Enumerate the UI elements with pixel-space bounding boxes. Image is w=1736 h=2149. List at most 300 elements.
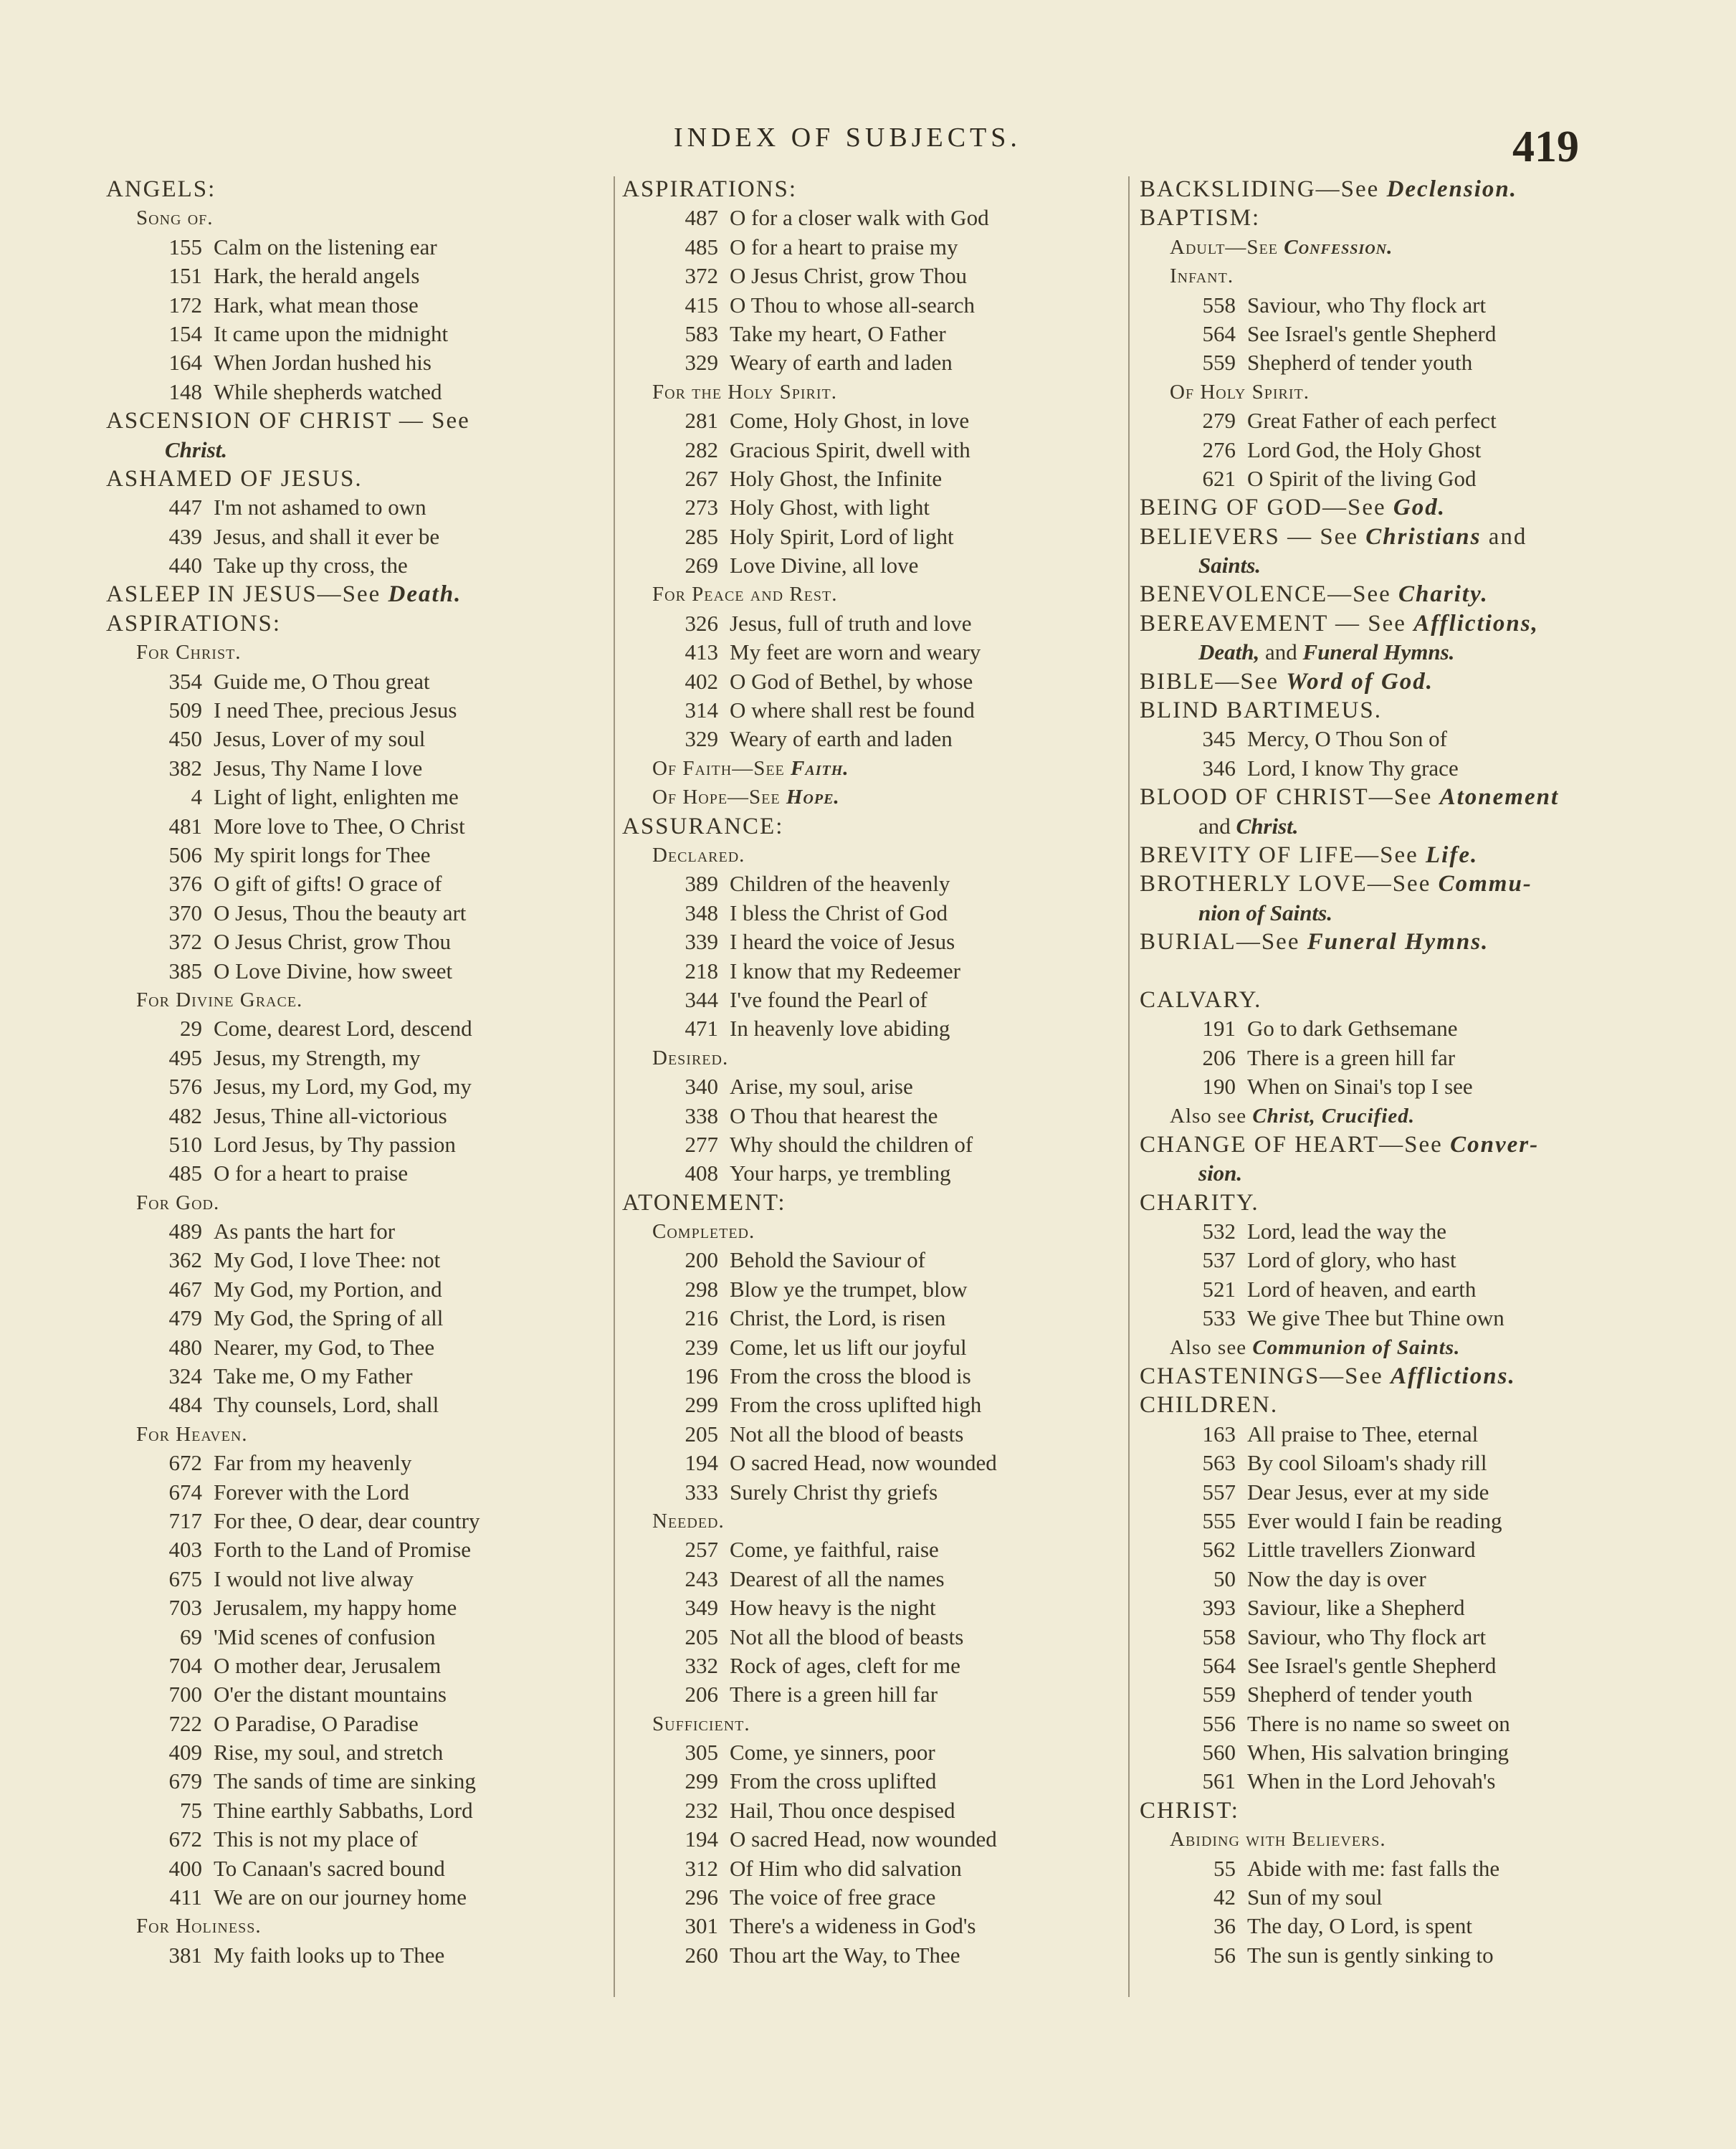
- hymn-entry: [106, 233, 608, 262]
- hymn-entry: [622, 320, 1124, 348]
- subject-heading: [1140, 696, 1641, 725]
- hymn-number: 411: [169, 1884, 202, 1910]
- hymn-entry: [1140, 1217, 1641, 1246]
- hymn-entry: [622, 899, 1124, 928]
- hymn-first-line: Hail, Thou once despised: [730, 1797, 955, 1823]
- hymn-first-line: In heavenly love abiding: [730, 1016, 950, 1042]
- hymn-first-line: Jesus, Thine all-victorious: [214, 1102, 447, 1128]
- hymn-first-line: Abide with me: fast falls the: [1247, 1855, 1500, 1881]
- hymn-entry: [622, 725, 1124, 753]
- hymn-entry: [1140, 1941, 1641, 1970]
- hymn-entry: [106, 378, 608, 406]
- hymn-entry: [622, 1246, 1124, 1274]
- hymn-entry: [622, 928, 1124, 956]
- hymn-number: 408: [685, 1161, 718, 1186]
- hymn-first-line: Little travellers Zionward: [1247, 1537, 1476, 1563]
- hymn-number: 521: [1202, 1276, 1236, 1302]
- hymn-first-line: Blow ye the trumpet, blow: [730, 1276, 968, 1302]
- hymn-entry: [1140, 1854, 1641, 1883]
- hymn-first-line: Lord of glory, who hast: [1247, 1247, 1456, 1273]
- cross-reference: Charity.: [1398, 581, 1489, 608]
- hymn-first-line: Surely Christ thy griefs: [730, 1479, 938, 1505]
- subject-heading: [622, 1188, 1124, 1217]
- hymn-number: 562: [1202, 1537, 1236, 1563]
- hymn-entry: [1140, 1883, 1641, 1912]
- hymn-first-line: Jesus, my Lord, my God, my: [214, 1074, 472, 1100]
- entry-text: ASPIRATIONS:: [106, 610, 282, 637]
- subject-heading: [1140, 204, 1641, 232]
- hymn-entry: [106, 696, 608, 725]
- hymn-entry: [622, 1854, 1124, 1883]
- subheading: [1140, 1102, 1641, 1130]
- hymn-entry: [106, 1565, 608, 1593]
- hymn-first-line: Sun of my soul: [1247, 1884, 1383, 1910]
- hymn-entry: [1140, 1449, 1641, 1477]
- subheading: [1140, 378, 1641, 406]
- hymn-entry: [622, 464, 1124, 493]
- hymn-entry: [622, 1796, 1124, 1825]
- hymn-number: 675: [168, 1566, 202, 1591]
- hymn-entry: [106, 1507, 608, 1535]
- hymn-number: 559: [1202, 1682, 1236, 1707]
- index-column-2: [622, 175, 1124, 1970]
- hymn-first-line: Light of light, enlighten me: [214, 784, 459, 810]
- hymn-first-line: O Thou that hearest the: [730, 1102, 938, 1128]
- hymn-number: 370: [168, 900, 202, 925]
- hymn-entry: [622, 551, 1124, 580]
- subject-heading: [1140, 1362, 1641, 1391]
- entry-text: For Heaven.: [136, 1422, 248, 1446]
- hymn-first-line: O Jesus, Thou the beauty art: [214, 900, 467, 925]
- hymn-entry: [622, 1102, 1124, 1130]
- hymn-entry: [106, 725, 608, 753]
- hymn-entry: [106, 1333, 608, 1362]
- hymn-number: 154: [168, 320, 202, 346]
- entry-text: For God.: [136, 1191, 220, 1214]
- hymn-first-line: Weary of earth and laden: [730, 350, 953, 376]
- hymn-first-line: Lord Jesus, by Thy passion: [214, 1131, 456, 1157]
- hymn-number: 556: [1202, 1710, 1236, 1736]
- cross-reference: Christians: [1365, 523, 1482, 550]
- hymn-first-line: Gracious Spirit, dwell with: [730, 437, 970, 462]
- hymn-entry: [622, 1362, 1124, 1391]
- hymn-entry: [106, 1102, 608, 1130]
- hymn-first-line: Dearest of all the names: [730, 1566, 945, 1591]
- hymn-number: 372: [168, 929, 202, 955]
- column-divider-1: [614, 176, 615, 1997]
- hymn-number: 243: [685, 1566, 718, 1591]
- hymn-number: 703: [168, 1595, 202, 1621]
- hymn-number: 533: [1202, 1305, 1236, 1331]
- hymn-entry: [622, 493, 1124, 522]
- hymn-number: 403: [168, 1537, 202, 1563]
- hymn-first-line: It came upon the midnight: [214, 320, 449, 346]
- hymn-entry: [622, 1449, 1124, 1477]
- hymn-entry: [1140, 436, 1641, 464]
- subject-heading: [1140, 175, 1641, 204]
- hymn-first-line: Far from my heavenly: [214, 1450, 412, 1476]
- hymn-first-line: Come, Holy Ghost, in love: [730, 408, 970, 434]
- entry-text: Adult—See: [1170, 235, 1284, 259]
- hymn-first-line: For thee, O dear, dear country: [214, 1507, 480, 1533]
- hymn-number: 532: [1202, 1219, 1236, 1244]
- hymn-first-line: There is a green hill far: [1247, 1044, 1456, 1070]
- entry-text: BENEVOLENCE—See: [1140, 581, 1399, 608]
- subject-heading: [1140, 928, 1641, 956]
- hymn-first-line: O God of Bethel, by whose: [730, 668, 973, 694]
- hymn-entry: [106, 348, 608, 377]
- hymn-entry: [622, 696, 1124, 725]
- hymn-entry: [622, 291, 1124, 320]
- hymn-number: 345: [1202, 726, 1236, 752]
- hymn-entry: [622, 233, 1124, 262]
- subheading: [1140, 262, 1641, 290]
- hymn-first-line: From the cross uplifted: [730, 1768, 937, 1794]
- entry-text: BROTHERLY LOVE—See: [1140, 871, 1439, 897]
- hymn-entry: [106, 812, 608, 841]
- hymn-entry: [1140, 320, 1641, 348]
- hymn-number: 282: [685, 437, 718, 462]
- hymn-entry: [622, 1391, 1124, 1419]
- hymn-entry: [622, 1304, 1124, 1333]
- hymn-number: 621: [1202, 465, 1236, 491]
- hymn-first-line: Forever with the Lord: [214, 1479, 409, 1505]
- index-column-1: [106, 175, 608, 1970]
- hymn-first-line: To Canaan's sacred bound: [214, 1855, 445, 1881]
- hymn-entry: [1140, 1710, 1641, 1738]
- hymn-number: 480: [168, 1334, 202, 1360]
- hymn-first-line: My God, the Spring of all: [214, 1305, 444, 1331]
- hymn-entry: [106, 291, 608, 320]
- hymn-entry: [1140, 754, 1641, 783]
- hymn-entry: [1140, 1507, 1641, 1535]
- hymn-entry: [622, 609, 1124, 638]
- hymn-number: 50: [1213, 1566, 1236, 1591]
- hymn-first-line: O mother dear, Jerusalem: [214, 1652, 442, 1678]
- hymn-first-line: Weary of earth and laden: [730, 726, 953, 752]
- hymn-entry: [106, 928, 608, 956]
- hymn-entry: [106, 1072, 608, 1101]
- hymn-first-line: Dear Jesus, ever at my side: [1247, 1479, 1489, 1505]
- hymn-number: 296: [685, 1884, 718, 1910]
- hymn-first-line: Thine earthly Sabbaths, Lord: [214, 1797, 473, 1823]
- hymn-number: 563: [1202, 1450, 1236, 1476]
- hymn-number: 346: [1202, 755, 1236, 781]
- blank-line: [1140, 957, 1641, 986]
- subheading: [622, 1217, 1124, 1246]
- hymn-number: 285: [685, 523, 718, 549]
- subheading: [622, 1507, 1124, 1535]
- subject-heading: [1140, 523, 1641, 551]
- hymn-number: 276: [1202, 437, 1236, 462]
- hymn-first-line: Jesus, full of truth and love: [730, 610, 972, 636]
- column-divider-2: [1128, 176, 1130, 1997]
- hymn-number: 583: [685, 320, 718, 346]
- hymn-number: 55: [1213, 1855, 1236, 1881]
- heading-continuation: [106, 436, 608, 464]
- hymn-entry: [106, 523, 608, 551]
- hymn-number: 338: [685, 1102, 718, 1128]
- hymn-number: 564: [1202, 1652, 1236, 1678]
- subject-heading: [1140, 667, 1641, 696]
- entry-text: For Christ.: [136, 641, 242, 664]
- hymn-entry: [106, 493, 608, 522]
- hymn-entry: [106, 1130, 608, 1159]
- entry-text: BAPTISM:: [1140, 205, 1261, 232]
- hymn-first-line: Nearer, my God, to Thee: [214, 1334, 435, 1360]
- heading-continuation: [1140, 638, 1641, 667]
- hymn-number: 439: [168, 523, 202, 549]
- hymn-number: 381: [168, 1942, 202, 1968]
- hymn-entry: [106, 1362, 608, 1391]
- hymn-entry: [622, 523, 1124, 551]
- hymn-number: 467: [168, 1276, 202, 1302]
- hymn-first-line: The day, O Lord, is spent: [1247, 1913, 1472, 1939]
- hymn-number: 333: [685, 1479, 718, 1505]
- hymn-entry: [1140, 1014, 1641, 1043]
- hymn-number: 206: [685, 1682, 718, 1707]
- hymn-first-line: While shepherds watched: [214, 378, 442, 404]
- hymn-entry: [1140, 348, 1641, 377]
- subject-heading: [1140, 783, 1641, 811]
- hymn-first-line: Jesus, Lover of my soul: [214, 726, 426, 752]
- hymn-number: 190: [1202, 1074, 1236, 1100]
- cross-reference: Conver-: [1450, 1131, 1540, 1158]
- hymn-number: 376: [168, 871, 202, 897]
- hymn-number: 148: [168, 378, 202, 404]
- hymn-number: 672: [168, 1450, 202, 1476]
- hymn-number: 354: [168, 668, 202, 694]
- hymn-first-line: Why should the children of: [730, 1131, 973, 1157]
- hymn-number: 400: [168, 1855, 202, 1881]
- cross-reference: Word of God.: [1286, 668, 1434, 695]
- subheading: [1140, 1333, 1641, 1362]
- hymn-first-line: Take my heart, O Father: [730, 320, 946, 346]
- hymn-entry: [106, 1449, 608, 1477]
- hymn-entry: [1140, 1535, 1641, 1564]
- hymn-number: 700: [168, 1682, 202, 1707]
- hymn-number: 372: [685, 263, 718, 289]
- entry-text: ASCENSION OF CHRIST — See: [106, 408, 470, 434]
- hymn-entry: [106, 1738, 608, 1767]
- subject-heading: [1140, 1130, 1641, 1159]
- entry-text: Of Holy Spirit.: [1170, 380, 1310, 404]
- hymn-entry: [622, 957, 1124, 986]
- hymn-first-line: Saviour, who Thy flock art: [1247, 1624, 1487, 1649]
- hymn-first-line: O'er the distant mountains: [214, 1682, 447, 1707]
- subject-heading: [1140, 1391, 1641, 1419]
- hymn-first-line: Jerusalem, my happy home: [214, 1595, 457, 1621]
- hymn-number: 42: [1213, 1884, 1236, 1910]
- entry-text: BACKSLIDING—See: [1140, 176, 1387, 202]
- hymn-first-line: Come, ye sinners, poor: [730, 1740, 935, 1766]
- entry-text: CHARITY.: [1140, 1189, 1259, 1216]
- hymn-number: 450: [168, 726, 202, 752]
- hymn-number: 385: [168, 958, 202, 983]
- entry-text: For Divine Grace.: [136, 988, 303, 1011]
- hymn-first-line: O Spirit of the living God: [1247, 465, 1477, 491]
- hymn-number: 389: [685, 871, 718, 897]
- hymn-entry: [106, 869, 608, 898]
- entry-text: CHASTENINGS—See: [1140, 1363, 1391, 1390]
- hymn-number: 298: [685, 1276, 718, 1302]
- subheading: [622, 754, 1124, 783]
- hymn-number: 232: [685, 1797, 718, 1823]
- cross-reference: Afflictions,: [1413, 610, 1539, 637]
- hymn-number: 56: [1213, 1942, 1236, 1968]
- subject-heading: [1140, 609, 1641, 638]
- hymn-entry: [622, 869, 1124, 898]
- hymn-first-line: Forth to the Land of Promise: [214, 1537, 472, 1563]
- hymn-entry: [106, 1246, 608, 1274]
- hymn-entry: [622, 1680, 1124, 1709]
- subheading: [622, 783, 1124, 811]
- cross-reference: Death.: [388, 581, 462, 608]
- hymn-number: 191: [1202, 1016, 1236, 1042]
- hymn-number: 485: [168, 1161, 202, 1186]
- subheading: [622, 1710, 1124, 1738]
- subject-heading: [1140, 841, 1641, 869]
- hymn-number: 447: [168, 495, 202, 520]
- hymn-entry: [106, 1623, 608, 1652]
- entry-text: and: [1198, 813, 1236, 839]
- hymn-entry: [1140, 1044, 1641, 1072]
- hymn-entry: [106, 1593, 608, 1622]
- hymn-first-line: The sands of time are sinking: [214, 1768, 476, 1794]
- subheading: [106, 986, 608, 1014]
- hymn-number: 485: [685, 234, 718, 259]
- hymn-number: 194: [685, 1450, 718, 1476]
- hymn-first-line: See Israel's gentle Shepherd: [1247, 1652, 1497, 1678]
- hymn-first-line: O Jesus Christ, grow Thou: [730, 263, 967, 289]
- hymn-entry: [106, 1941, 608, 1970]
- hymn-entry: [622, 1738, 1124, 1767]
- hymn-number: 674: [168, 1479, 202, 1505]
- hymn-number: 216: [685, 1305, 718, 1331]
- cross-reference: Funeral Hymns.: [1307, 929, 1489, 956]
- hymn-first-line: I heard the voice of Jesus: [730, 929, 955, 955]
- hymn-number: 164: [168, 350, 202, 376]
- hymn-number: 717: [168, 1507, 202, 1533]
- entry-text: Also see: [1170, 1335, 1253, 1359]
- hymn-entry: [1140, 1275, 1641, 1304]
- hymn-first-line: O where shall rest be found: [730, 697, 975, 723]
- hymn-number: 218: [685, 958, 718, 983]
- entry-text: For Holiness.: [136, 1915, 262, 1938]
- hymn-number: 704: [168, 1652, 202, 1678]
- hymn-entry: [622, 1593, 1124, 1622]
- hymn-first-line: O sacred Head, now wounded: [730, 1826, 997, 1852]
- hymn-number: 299: [685, 1768, 718, 1794]
- hymn-first-line: We give Thee but Thine own: [1247, 1305, 1504, 1331]
- subheading: [106, 1420, 608, 1449]
- hymn-entry: [106, 1535, 608, 1564]
- hymn-entry: [622, 436, 1124, 464]
- hymn-first-line: Not all the blood of beasts: [730, 1421, 964, 1447]
- hymn-first-line: My faith looks up to Thee: [214, 1942, 445, 1968]
- entry-text: Of Faith—See: [652, 756, 791, 780]
- hymn-first-line: O Love Divine, how sweet: [214, 958, 453, 983]
- hymn-entry: [106, 667, 608, 696]
- hymn-number: 413: [685, 639, 718, 665]
- subheading: [106, 1912, 608, 1940]
- hymn-number: 205: [685, 1624, 718, 1649]
- cross-reference: Funeral Hymns.: [1302, 639, 1455, 665]
- hymn-first-line: Now the day is over: [1247, 1566, 1426, 1591]
- entry-text: BEREAVEMENT — See: [1140, 610, 1414, 637]
- entry-text: Also see: [1170, 1104, 1253, 1128]
- hymn-number: 194: [685, 1826, 718, 1852]
- hymn-first-line: Guide me, O Thou great: [214, 668, 430, 694]
- hymn-number: 495: [168, 1044, 202, 1070]
- entry-text: ASPIRATIONS:: [622, 176, 798, 202]
- hymn-first-line: Mercy, O Thou Son of: [1247, 726, 1447, 752]
- hymn-number: 558: [1202, 1624, 1236, 1649]
- hymn-entry: [106, 320, 608, 348]
- hymn-entry: [622, 1767, 1124, 1796]
- hymn-number: 196: [685, 1363, 718, 1389]
- hymn-first-line: When, His salvation bringing: [1247, 1740, 1510, 1766]
- hymn-number: 348: [685, 900, 718, 925]
- hymn-entry: [622, 1420, 1124, 1449]
- hymn-entry: [622, 1912, 1124, 1940]
- hymn-first-line: Lord, lead the way the: [1247, 1219, 1447, 1244]
- hymn-first-line: Hark, what mean those: [214, 292, 419, 318]
- hymn-number: 481: [168, 813, 202, 839]
- hymn-number: 339: [685, 929, 718, 955]
- entry-text: Of Hope—See: [652, 786, 786, 809]
- hymn-number: 163: [1202, 1421, 1236, 1447]
- hymn-first-line: O for a heart to praise my: [730, 234, 958, 259]
- hymn-first-line: From the cross uplifted high: [730, 1392, 982, 1418]
- entry-text: Desired.: [652, 1046, 729, 1069]
- subject-heading: [106, 580, 608, 609]
- hymn-entry: [106, 1478, 608, 1507]
- hymn-first-line: Shepherd of tender youth: [1247, 350, 1473, 376]
- cross-reference: sion.: [1198, 1161, 1243, 1186]
- heading-continuation: [1140, 812, 1641, 841]
- hymn-number: 69: [180, 1624, 202, 1649]
- hymn-first-line: I would not live alway: [214, 1566, 414, 1591]
- hymn-entry: [106, 551, 608, 580]
- hymn-first-line: More love to Thee, O Christ: [214, 813, 465, 839]
- subject-heading: [1140, 580, 1641, 609]
- cross-reference: Christ.: [165, 437, 228, 462]
- subheading: [106, 204, 608, 232]
- hymn-entry: [106, 899, 608, 928]
- hymn-entry: [106, 1304, 608, 1333]
- hymn-first-line: Thou art the Way, to Thee: [730, 1942, 960, 1968]
- hymn-entry: [622, 348, 1124, 377]
- index-column-3: [1140, 175, 1641, 1970]
- hymn-entry: [106, 754, 608, 783]
- entry-text: Song of.: [136, 206, 214, 230]
- hymn-entry: [622, 1275, 1124, 1304]
- cross-reference: God.: [1393, 495, 1446, 521]
- hymn-entry: [622, 1478, 1124, 1507]
- hymn-first-line: Come, ye faithful, raise: [730, 1537, 939, 1563]
- hymn-number: 557: [1202, 1479, 1236, 1505]
- hymn-first-line: Ever would I fain be reading: [1247, 1507, 1502, 1533]
- hymn-number: 672: [168, 1826, 202, 1852]
- hymn-number: 561: [1202, 1768, 1236, 1794]
- hymn-entry: [1140, 1767, 1641, 1796]
- hymn-number: 205: [685, 1421, 718, 1447]
- hymn-entry: [622, 262, 1124, 290]
- hymn-number: 509: [168, 697, 202, 723]
- entry-text: CHRIST:: [1140, 1797, 1239, 1824]
- hymn-first-line: I know that my Redeemer: [730, 958, 960, 983]
